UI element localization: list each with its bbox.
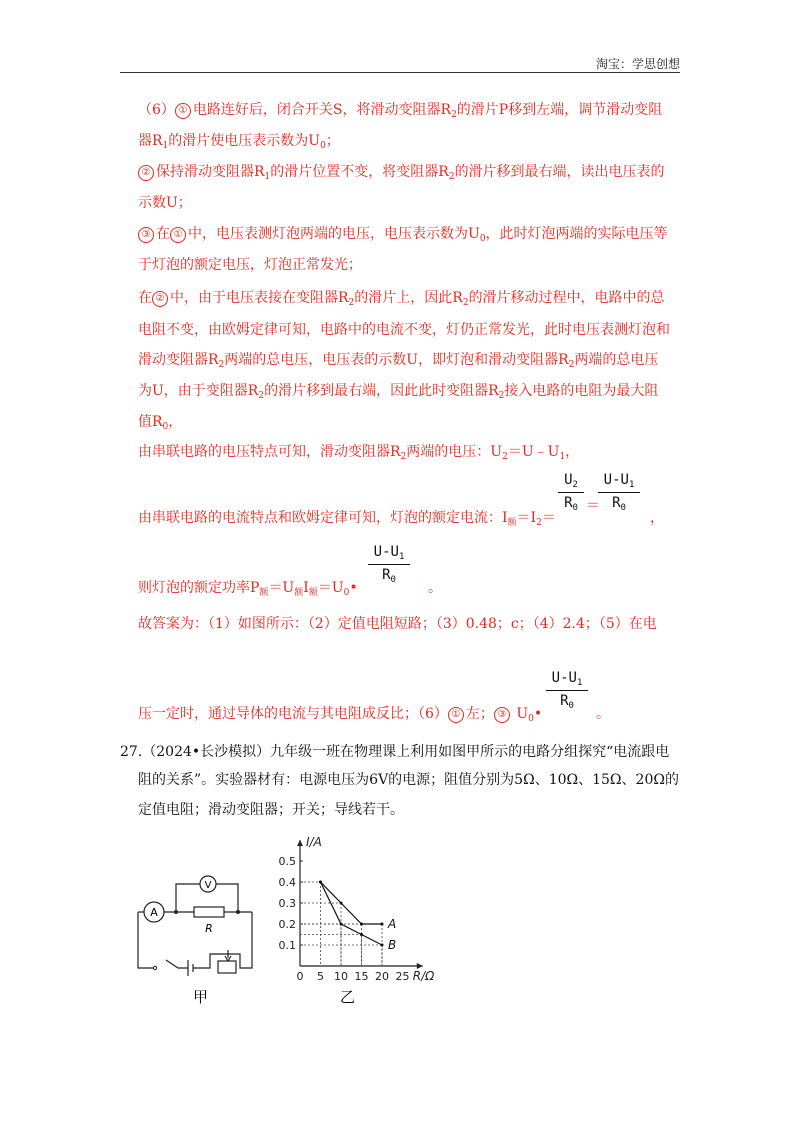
x-tick-label: 10	[334, 970, 348, 983]
series-label-B: B	[388, 938, 397, 952]
subscript: 2	[258, 391, 265, 401]
answer-text: 的滑片位置不变，将变阻器R	[270, 164, 449, 180]
answer-text: 示数U；	[138, 195, 192, 211]
answer-text: 器R	[138, 133, 163, 149]
subscript: 2	[451, 110, 457, 120]
answer-text: 的滑片P移到左端，调节滑动变阻	[456, 102, 663, 118]
answer-line	[138, 288, 665, 313]
x-tick-label: 15	[354, 970, 369, 983]
subscript: 1	[162, 141, 169, 151]
x-axis-label: R/Ω	[412, 969, 435, 983]
subscript: 0	[162, 422, 169, 432]
answer-line	[138, 162, 665, 187]
answer-text: 电阻不变，由欧姆定律可知，电路中的电流不变，灯仍正常发光，此时电压表测灯泡和	[138, 322, 670, 338]
answer-line	[138, 320, 670, 340]
data-point-A	[360, 923, 363, 926]
subscript: 0	[320, 141, 326, 151]
comma: ，	[650, 510, 664, 526]
answer-line	[138, 131, 340, 156]
y-tick-label: 0.5	[278, 855, 296, 868]
question-27-line1: 27.（2024•长沙模拟）九年级一班在物理课上利用如图甲所示的电路分组探究“电流跟电	[120, 744, 670, 760]
subscript: 0	[479, 234, 486, 244]
subscript: 2	[400, 452, 407, 462]
current-resistance-graph	[270, 836, 470, 996]
answer-text: ，此时灯泡两端的实际电压等	[485, 226, 668, 242]
answer-line	[138, 350, 658, 375]
answer-text: 两端的总电压，电压表的示数U，即灯泡和滑动变阻器R	[224, 352, 569, 368]
ammeter-label: A	[150, 906, 158, 919]
subscript: 2	[448, 172, 455, 182]
circled-number: ①	[170, 227, 186, 243]
graph-caption: 乙	[340, 988, 356, 1006]
series-label-A: A	[388, 917, 397, 931]
subscript: 1	[264, 172, 271, 182]
answer-text: 保持滑动变阻器R	[156, 164, 265, 180]
answer-line	[138, 381, 658, 406]
answer-line	[138, 412, 182, 437]
subscript: 2	[502, 452, 508, 462]
answer-line	[138, 193, 192, 213]
answer-text: 的滑片上，因此R	[354, 290, 463, 306]
subscript: 2	[218, 360, 225, 370]
equals-sign: ＝	[586, 498, 600, 514]
answer-text: 的滑片移动过程中，电路中的总	[468, 290, 665, 306]
circled-number: ①	[175, 103, 191, 119]
answer-text: 电路连好后，闭合开关S，将滑动变阻器R	[192, 102, 452, 118]
answer-text: 由串联电路的电压特点可知，滑动变阻器R	[138, 444, 401, 460]
answer-line	[138, 255, 362, 275]
circled-number: ②	[152, 291, 168, 307]
answer-text: 于灯泡的额定电压，灯泡正常发光；	[138, 257, 362, 273]
x-tick-label: 5	[317, 970, 324, 983]
final-end: 。	[596, 706, 610, 722]
answer-line	[138, 100, 662, 125]
header-text: 淘宝：学思创想	[595, 57, 680, 71]
question-27-line3: 定值电阻；滑动变阻器；开关；导线若干。	[138, 802, 404, 818]
fraction-power: $U-U_1$ $R_0$	[368, 544, 410, 585]
answer-text: 中，由于电压表接在变阻器R	[170, 290, 349, 306]
y-tick-label: 0.3	[278, 897, 296, 910]
answer-text: ；	[325, 133, 340, 149]
answer-text: 两端的总电压	[574, 352, 659, 368]
answer-text: 值R	[138, 414, 163, 430]
final-answer-line2: 压一定时，通过导体的电流与其电阻成反比；（6） ① 左； ③ $U_0•$	[138, 706, 543, 724]
answer-text: 中，电压表测灯泡两端的电压，电压表示数为U	[188, 226, 480, 242]
y-tick-label: 0.4	[278, 876, 296, 889]
power-end: 。	[428, 580, 442, 596]
circled-number: ②	[138, 165, 154, 181]
answer-text: 为U，由于变阻器R	[138, 383, 259, 399]
answer-text: 的滑片使电压表示数为U	[168, 133, 321, 149]
answer-line	[138, 442, 579, 467]
x-tick-label: 0	[296, 970, 304, 983]
data-point-B	[360, 933, 363, 936]
y-axis-arrow	[297, 840, 303, 846]
voltmeter-label: V	[204, 880, 212, 891]
answer-text: ，	[565, 444, 580, 460]
subscript: 1	[559, 452, 566, 462]
subscript: 2	[498, 391, 505, 401]
data-point-B	[319, 881, 322, 884]
fraction-u-u1-r0: $U-U_1$ $R_0$	[598, 472, 640, 513]
subscript: 2	[348, 298, 355, 308]
header-rule	[120, 72, 680, 73]
subscript: 2	[462, 298, 469, 308]
answer-text: 两端的电压：U	[406, 444, 503, 460]
question-number: 27.	[120, 744, 143, 760]
x-tick-label: 25	[395, 970, 410, 983]
answer-text: 的滑片移到最右端，读出电压表的	[454, 164, 665, 180]
x-tick-label: 20	[375, 970, 389, 983]
answer-text: ，	[168, 414, 183, 430]
question-27-line2: 阻的关系”。实验器材有：电源电压为6V的电源；阻值分别为5Ω、10Ω、15Ω、20Ω的	[138, 772, 679, 788]
y-tick-label: 0.1	[278, 939, 296, 952]
answer-text: 在	[156, 226, 170, 242]
data-point-A	[381, 923, 384, 926]
data-point-B	[340, 923, 343, 926]
answer-text: 在	[138, 290, 152, 306]
answer-line	[138, 224, 668, 249]
y-axis-label: I/A	[306, 836, 322, 849]
answer-text: 滑动变阻器R	[138, 352, 219, 368]
data-point-B	[381, 944, 384, 947]
circuit-caption: 甲	[193, 988, 209, 1006]
circuit-diagram	[130, 870, 260, 980]
fraction-u2-r0: $U_2$ $R_0$	[558, 472, 584, 513]
power-line: 则灯泡的额定功率$P_额=U_额I_额=U_0•$	[138, 580, 358, 598]
answer-text: ＝U﹣U	[507, 444, 560, 460]
y-tick-label: 0.2	[278, 918, 296, 931]
answer-text: 的滑片移到最右端，因此此时变阻器R	[264, 383, 499, 399]
answer-text: 接入电路的电阻为最大阻	[504, 383, 659, 399]
fraction-final: $U-U_1$ $R_0$	[546, 670, 588, 711]
current-line: 由串联电路的电流特点和欧姆定律可知，灯泡的额定电流：$I_额=I_2=$	[138, 510, 556, 528]
final-answer-line1: 故答案为：（1）如图所示：（2）定值电阻短路；（3）0.48；c；（4）2.4；（5）在电	[138, 616, 657, 632]
circled-number: ③	[138, 227, 154, 243]
answer-text: （6）	[138, 102, 175, 118]
data-point-A	[340, 902, 343, 905]
resistor-label: R	[205, 922, 213, 935]
subscript: 2	[568, 360, 575, 370]
